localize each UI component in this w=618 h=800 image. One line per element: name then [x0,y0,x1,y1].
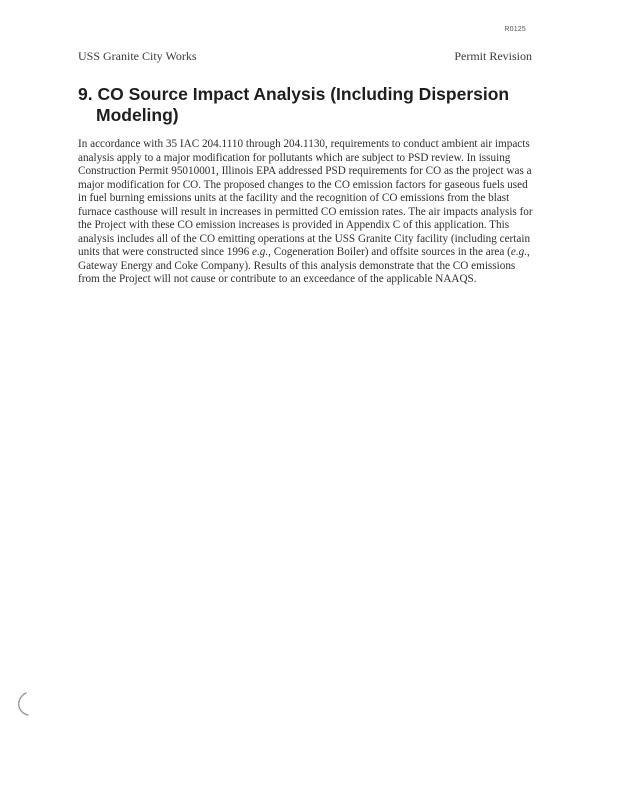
scan-artifact-icon [14,690,36,718]
body-text-italic: e.g. [510,246,528,258]
header-facility-name: USS Granite City Works [78,49,197,63]
running-header [78,49,532,64]
header-document-type: Permit Revision [454,49,532,63]
section-title: 9. CO Source Impact Analysis (Including Dispersion Modeling) [78,84,510,125]
body-text-segment: In accordance with 35 IAC 204.1110 through 204.1130, requirements to conduct ambient air impacts analysis apply to a major modification for pollutants which are subject to PSD review. In issuing Construction Permit 95010001, Illinois EPA addressed PSD requirements for CO as the project was a major modification for CO. The proposed changes to the CO emission factors for gaseous fuels used in fuel burning emissions units at the facility and the recognition of CO emissions from the blast furnace casthouse will result in increases in permitted CO emission rates. The air impacts analysis for the Project with these CO emission increases is provided in Appendix C of this application. This analysis includes all of the CO emitting operations at the USS Granite City facility (including certain units that were constructed since 1996 [78,138,533,258]
body-paragraph [78,138,536,287]
page-stamp: R0125 [504,26,526,33]
body-text-segment: , Cogeneration Boiler) and offsite sources in the area ( [268,246,511,258]
body-text-italic: e.g. [251,246,269,258]
body-text-segment: , Gateway Energy and Coke Company). Results of this analysis demonstrate that the CO emissions from the Project will not cause or contribute to an exceedance of the applicable NAAQS. [78,246,530,285]
